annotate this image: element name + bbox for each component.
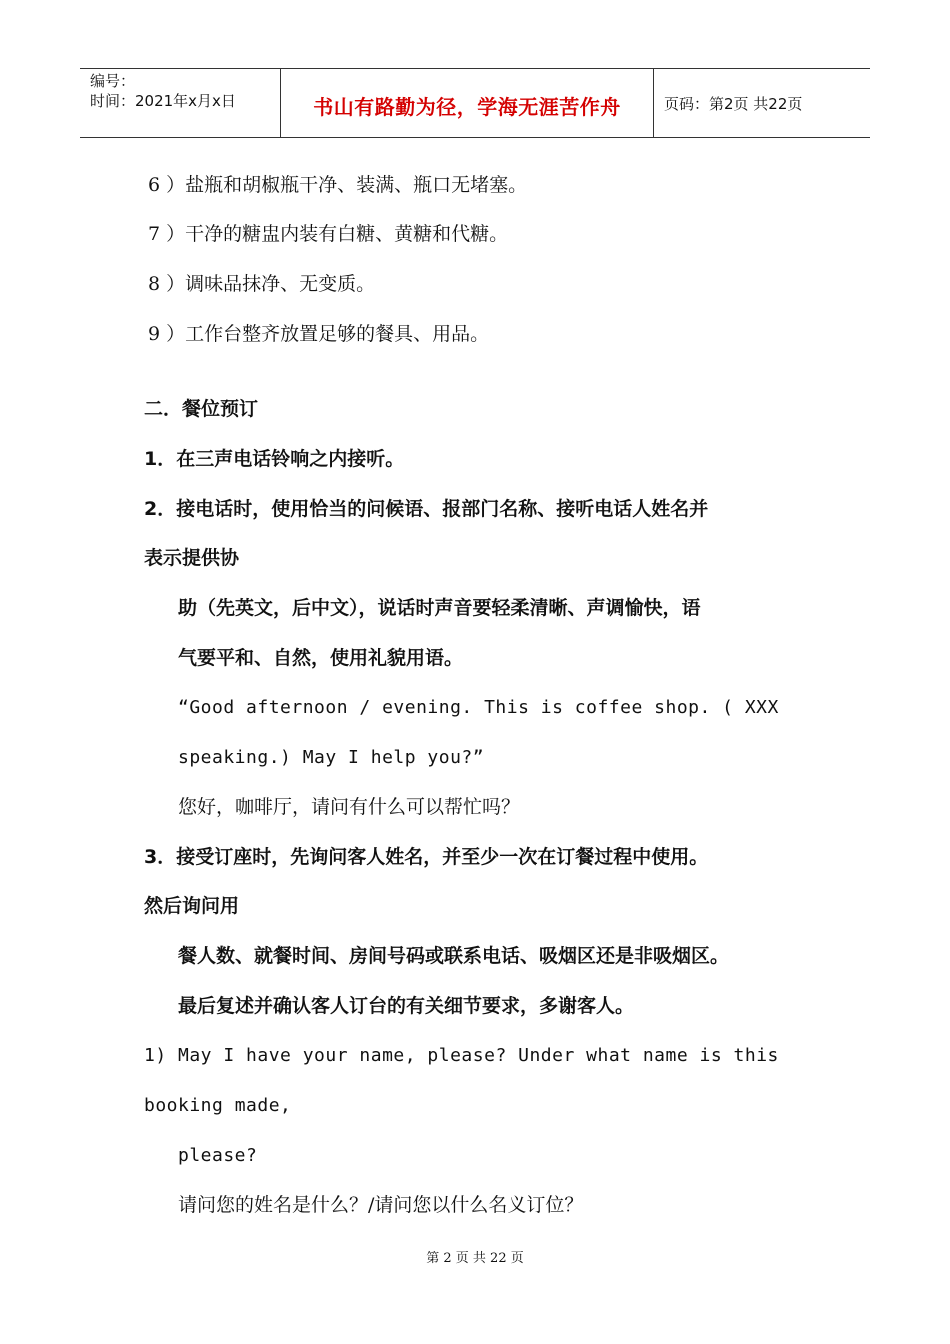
section-title: 二．餐位预订	[144, 398, 259, 420]
paragraph-3-line: 餐人数、就餐时间、房间号码或联系电话、吸烟区还是非吸烟区。	[178, 945, 730, 967]
paragraph-3-line: 最后复述并确认客人订台的有关细节要求，多谢客人。	[178, 995, 635, 1017]
paragraph-2-line: 助（先英文，后中文），说话时声音要轻柔清晰、声调愉快，语	[178, 597, 701, 619]
english-phrase-line: 1) May I have your name, please? Under what name is this	[144, 1045, 779, 1066]
motto-text: 书山有路勤为径，学海无涯苦作舟	[313, 95, 621, 119]
list-item: 6 ）盐瓶和胡椒瓶干净、装满、瓶口无堵塞。	[148, 174, 528, 196]
page-label: 页码：第2页 共22页	[664, 95, 803, 113]
list-item: 8 ）调味品抹净、无变质。	[148, 273, 376, 295]
list-item: 7 ）干净的糖盅内装有白糖、黄糖和代糖。	[148, 223, 509, 245]
header-motto-cell	[281, 69, 654, 137]
chinese-phrase: 您好，咖啡厅，请问有什么可以帮忙吗？	[178, 796, 521, 818]
page-footer: 第 2 页 共 22 页	[426, 1251, 524, 1266]
paragraph-3-line: 然后询问用	[144, 895, 240, 917]
english-phrase-line: booking made,	[144, 1095, 292, 1116]
header-info-cell	[80, 69, 281, 137]
list-item: 9 ）工作台整齐放置足够的餐具、用品。	[148, 323, 490, 345]
header-page-cell	[654, 69, 870, 137]
english-phrase-line: “Good afternoon / evening. This is coffee shop. ( XXX	[178, 697, 779, 718]
paragraph-2-line: 气要平和、自然，使用礼貌用语。	[178, 647, 464, 669]
paragraph-2-line: 表示提供协	[144, 547, 240, 569]
number-label: 编号：	[90, 72, 136, 90]
paragraph-3-line: 3．接受订座时，先询问客人姓名，并至少一次在订餐过程中使用。	[144, 846, 709, 868]
paragraph-1: 1．在三声电话铃响之内接听。	[144, 448, 405, 470]
document-header	[80, 68, 870, 138]
chinese-phrase: 请问您的姓名是什么？/请问您以什么名义订位？	[178, 1194, 584, 1216]
time-label: 时间：2021年x月x日	[90, 92, 236, 110]
english-phrase-line: please?	[178, 1145, 258, 1166]
english-phrase-line: speaking.) May I help you?”	[178, 747, 485, 768]
paragraph-2-line: 2．接电话时，使用恰当的问候语、报部门名称、接听电话人姓名并	[144, 498, 709, 520]
